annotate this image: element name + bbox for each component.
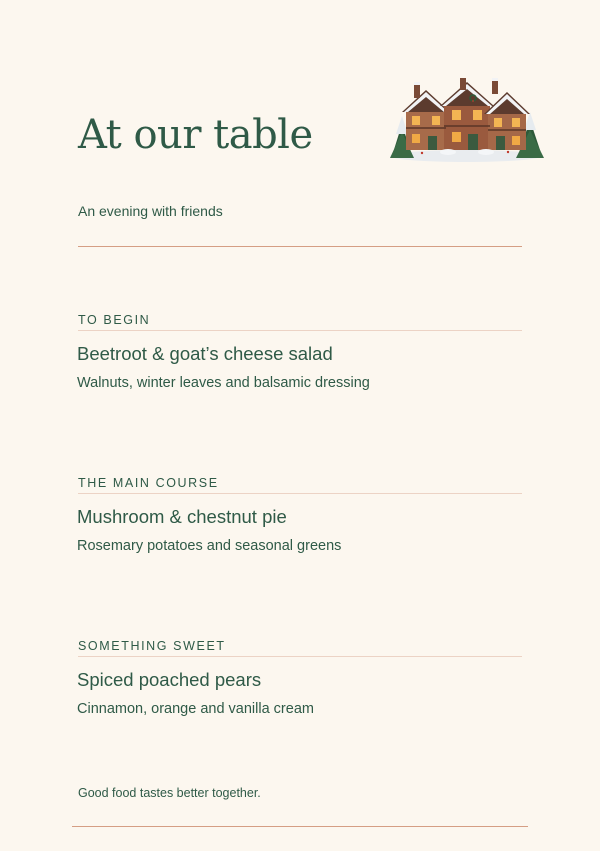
- course-divider: [78, 493, 522, 494]
- dish-description: Rosemary potatoes and seasonal greens: [77, 538, 342, 554]
- course-section-dessert: [78, 638, 522, 718]
- snowy-cottage-illustration: [388, 76, 544, 162]
- footer-tagline: Good food tastes better together.: [78, 786, 261, 800]
- course-divider: [78, 330, 522, 331]
- course-divider: [78, 656, 522, 657]
- course-section-main: [78, 475, 522, 555]
- course-label: THE MAIN COURSE: [78, 476, 219, 490]
- header-divider: [78, 246, 522, 247]
- course-section-starter: [78, 312, 522, 392]
- menu-title: At our table: [78, 112, 313, 158]
- course-label: TO BEGIN: [78, 313, 151, 327]
- dish-description: Walnuts, winter leaves and balsamic dressing: [77, 375, 370, 391]
- dish-name: Spiced poached pears: [77, 669, 262, 690]
- course-label: SOMETHING SWEET: [78, 639, 226, 653]
- dish-name: Beetroot & goat’s cheese salad: [77, 343, 333, 364]
- dish-description: Cinnamon, orange and vanilla cream: [77, 701, 314, 717]
- dish-name: Mushroom & chestnut pie: [77, 506, 287, 527]
- footer-divider: [72, 826, 528, 827]
- menu-subtitle: An evening with friends: [78, 203, 223, 219]
